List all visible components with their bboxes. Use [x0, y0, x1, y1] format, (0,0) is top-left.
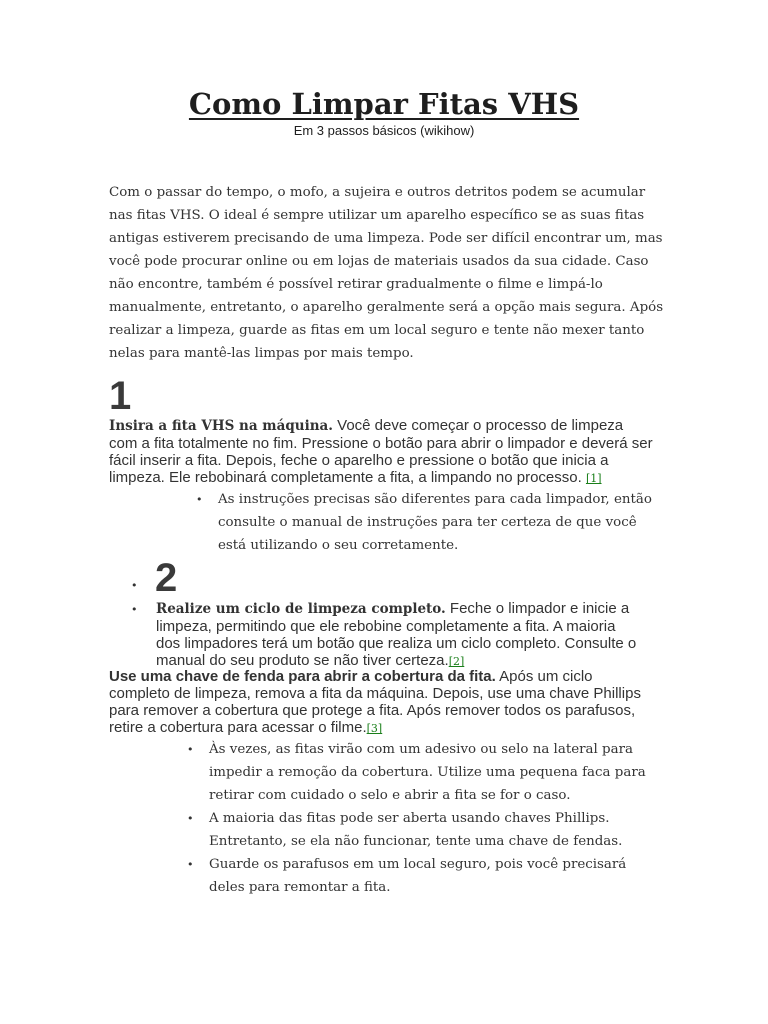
- step-1-bullet-1: As instruções precisas são diferentes para cada limpador, então consulte o manual de instruções para ter certeza de que você está utilizando o seu corretamente.: [218, 492, 652, 553]
- bullet-icon: •: [196, 493, 203, 506]
- step-3-body: Após um ciclo completo de limpeza, remova a fita da máquina. Depois, use uma chave Phillips para remover a cobertura que protege a fita. Após remover todos os parafusos, retire a cobertura para acessar o filme.: [109, 668, 641, 736]
- step-2-lead: Realize um ciclo de limpeza completo.: [156, 601, 446, 617]
- page-subtitle: Em 3 passos básicos (wikihow): [293, 123, 475, 138]
- reference-link-1[interactable]: [1]: [585, 472, 602, 485]
- step-3-lead: Use uma chave de fenda para abrir a cobertura da fita.: [109, 668, 496, 685]
- step-3-bullet-1: Às vezes, as fitas virão com um adesivo ou selo na lateral para impedir a remoção da cobertura. Utilize uma pequena faca para retirar com cuidado o selo e abrir a fita se for o caso.: [209, 742, 646, 803]
- step-3-bullet-3: Guarde os parafusos em um local seguro, pois você precisará deles para remontar a fita.: [209, 857, 627, 895]
- step-3-bullet-2: A maioria das fitas pode ser aberta usando chaves Phillips. Entretanto, se ela não funcionar, tente uma chave de fendas.: [209, 811, 623, 849]
- bullet-icon: •: [187, 858, 194, 871]
- page-title: Como Limpar Fitas VHS: [188, 87, 580, 121]
- bullet-icon: •: [131, 579, 138, 592]
- list-item: [187, 807, 659, 853]
- intro-paragraph: Com o passar do tempo, o mofo, a sujeira e outros detritos podem se acumular nas fitas VHS. O ideal é sempre utilizar um aparelho específico se as suas fitas antigas estiverem precisando de uma limpeza. Pode ser difícil encontrar um, mas você pode procurar online ou em lojas de materiais usados da sua cidade. Caso não encontre, também é possível retirar gradualmente o filme e limpá-lo manualmente, entretanto, o aparelho geralmente será a opção mais segura. Após realizar a limpeza, guarde as fitas em um local seguro e tente não mexer tanto nelas para mantê-las limpas por mais tempo.: [109, 185, 664, 361]
- bullet-icon: •: [187, 743, 194, 756]
- reference-link-3[interactable]: [3]: [366, 722, 383, 735]
- reference-link-2[interactable]: [2]: [448, 655, 465, 668]
- step-number-2: 2: [155, 556, 178, 600]
- bullet-icon: •: [131, 603, 138, 616]
- list-item: [187, 853, 659, 899]
- step-3-paragraph: [109, 668, 649, 737]
- step-1-lead: Insira a fita VHS na máquina.: [109, 418, 333, 434]
- step-number-1: 1: [109, 374, 132, 418]
- list-item: [196, 488, 663, 557]
- step-1-body: Você deve começar o processo de limpeza com a fita totalmente no fim. Pressione o botão para abrir o limpador e deverá ser fácil inserir a fita. Depois, feche o aparelho e pressione o botão que inicia a limpeza. Ele rebobinará completamente a fita, a limpando no processo.: [109, 417, 653, 486]
- bullet-icon: •: [187, 812, 194, 825]
- list-item: [187, 738, 659, 807]
- step-2-paragraph: [156, 600, 642, 670]
- step-1-paragraph: [109, 417, 654, 487]
- step-2-body: Feche o limpador e inicie a limpeza, permitindo que ele rebobine completamente a fita. A maioria dos limpadores terá um botão que realiza um ciclo completo. Consulte o manual do seu produto se não tiver certeza.: [156, 600, 637, 669]
